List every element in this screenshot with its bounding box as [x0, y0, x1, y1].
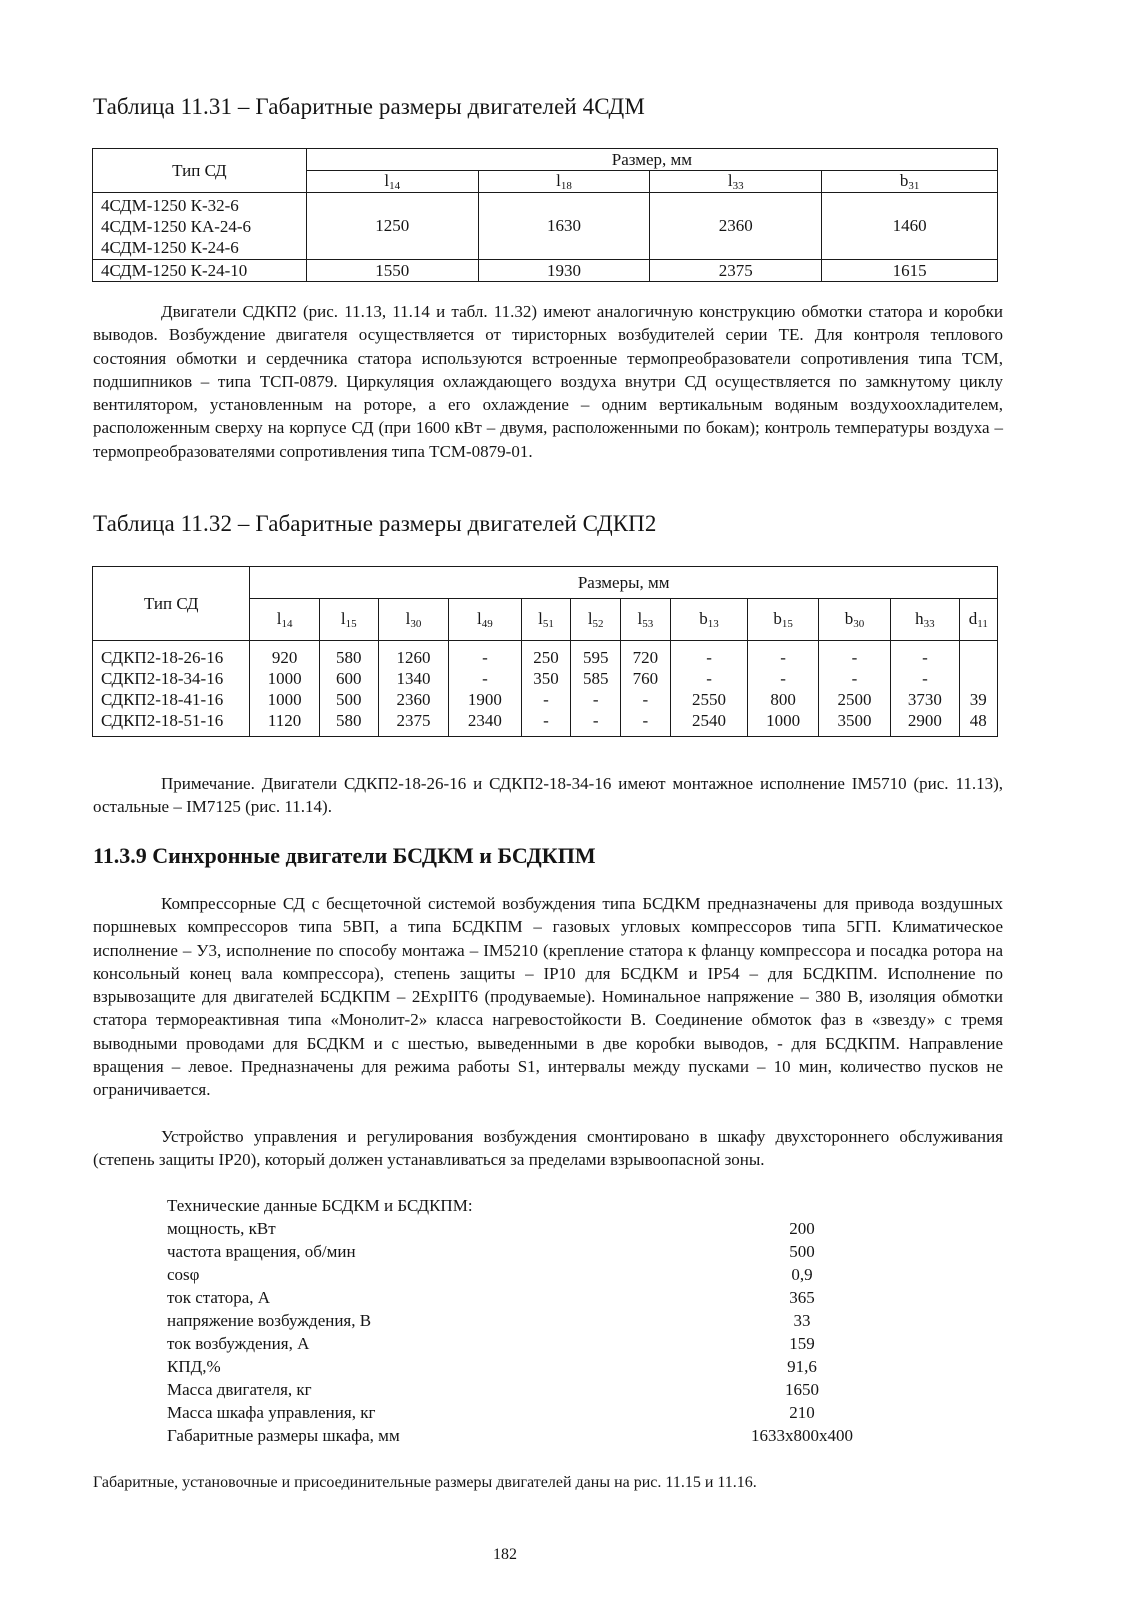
- section-heading: 11.3.9 Синхронные двигатели БСДКМ и БСДКПМ: [93, 843, 596, 868]
- spec-value: 200: [789, 1219, 815, 1238]
- table-11-32: [92, 566, 998, 737]
- type-cell: 4СДМ-1250 К-24-10: [93, 260, 307, 282]
- value-cell: 1460: [822, 193, 998, 260]
- column-header: $h_{33}$: [891, 599, 959, 641]
- paragraph-bsdkm: Компрессорные СД с бесщеточной системой возбуждения типа БСДКМ предназначены для привода воздушных поршневых компрессоров типа 5ВП, а типа БСДКПМ – газовых угловых компрессоров типа 5ГП. Климатическое исполнение – У3, исполнение по способу монтажа – IM5210 (крепление статора к фланцу компрессора и посадка ротора на консольный конец вала компрессора), степень защиты – IP10 для БСДКМ и IP54 – для БСДКПМ. Исполнение по взрывозащите для двигателей БСДКПМ – 2ExpIIТ6 (продуваемые). Номинальное напряжение – 380 В, изоляция обмотки статора термореактивная типа «Монолит-2» класса нагревостойкости В. Соединение обмоток фаз в «звезду» с тремя выводными проводами для БСДКМ и с шестью, выведенными в две коробки выводов, - для БСДКПМ. Направление вращения – левое. Предназначены для режима работы S1, интервалы между пусками – 10 мин, количество пусков не ограничивается.: [93, 894, 1003, 1100]
- spec-value: 500: [789, 1242, 815, 1261]
- type-header: Тип СД: [93, 149, 307, 193]
- value-cell: 2360: [650, 193, 822, 260]
- column-header: $l_{15}$: [319, 599, 378, 641]
- size-header: Размеры, мм: [250, 567, 998, 599]
- column-header: $l_{33}$: [650, 171, 822, 193]
- value-cell: 1550: [306, 260, 478, 282]
- table-row: [93, 193, 998, 260]
- type-cell-group: СДКП2-18-26-16 СДКП2-18-34-16 СДКП2-18-41-16 СДКП2-18-51-16: [93, 641, 250, 737]
- size-header: Размер, мм: [306, 149, 997, 171]
- value-column: 595 585 - -: [571, 641, 621, 737]
- spec-row: [167, 1219, 827, 1242]
- value-cell: 1630: [478, 193, 650, 260]
- value-column: - - 1900 2340: [449, 641, 521, 737]
- type-cell-group: 4СДМ-1250 К-32-6 4СДМ-1250 КА-24-6 4СДМ-1250 К-24-6: [93, 193, 307, 260]
- column-header: $l_{14}$: [250, 599, 319, 641]
- spec-row: [167, 1403, 827, 1426]
- spec-label: мощность, кВт: [167, 1219, 276, 1238]
- value-cell: 1250: [306, 193, 478, 260]
- table-row: [93, 260, 998, 282]
- column-header: $l_{30}$: [378, 599, 448, 641]
- value-column: 920 1000 1000 1120: [250, 641, 319, 737]
- spec-row: [167, 1265, 827, 1288]
- column-header: $l_{14}$: [306, 171, 478, 193]
- spec-row: [167, 1242, 827, 1265]
- column-header: $b_{30}$: [818, 599, 890, 641]
- spec-label: Габаритные размеры шкафа, мм: [167, 1426, 400, 1445]
- value-column: 1260 1340 2360 2375: [378, 641, 448, 737]
- spec-row: [167, 1288, 827, 1311]
- spec-value: 0,9: [791, 1265, 813, 1284]
- specs-title: Технические данные БСДКМ и БСДКПМ:: [167, 1196, 473, 1215]
- value-column: - - 3730 2900: [891, 641, 959, 737]
- spec-row: [167, 1426, 853, 1449]
- value-column: - - 2550 2540: [670, 641, 748, 737]
- spec-label: Масса двигателя, кг: [167, 1380, 312, 1399]
- column-header: $l_{51}$: [521, 599, 571, 641]
- value-column: - - 2500 3500: [818, 641, 890, 737]
- table-11-31: [92, 148, 998, 282]
- spec-row: [167, 1334, 827, 1357]
- value-cell: 2375: [650, 260, 822, 282]
- column-header: $b_{15}$: [748, 599, 818, 641]
- closing-sentence: Габаритные, установочные и присоединительные размеры двигателей даны на рис. 11.15 и 11.16.: [93, 1474, 757, 1491]
- spec-value: 210: [789, 1403, 815, 1422]
- spec-value: 91,6: [787, 1357, 817, 1376]
- spec-label: Масса шкафа управления, кг: [167, 1403, 376, 1422]
- spec-value: 33: [793, 1311, 811, 1330]
- spec-value: 365: [789, 1288, 815, 1307]
- column-header: $l_{53}$: [621, 599, 671, 641]
- spec-label: ток статора, А: [167, 1288, 271, 1307]
- spec-label: ток возбуждения, А: [167, 1334, 310, 1353]
- spec-label: частота вращения, об/мин: [167, 1242, 356, 1261]
- spec-value: 159: [789, 1334, 815, 1353]
- spec-label: cosφ: [167, 1265, 200, 1284]
- column-header: $l_{49}$: [449, 599, 521, 641]
- page-number: 182: [493, 1546, 517, 1563]
- value-cell: 1615: [822, 260, 998, 282]
- value-column: 580 600 500 580: [319, 641, 378, 737]
- table-body-row: [93, 641, 998, 737]
- paragraph-control-unit: Устройство управления и регулирования возбуждения смонтировано в шкафу двухстороннего обслуживания (степень защиты IP20), который должен устанавливаться за пределами взрывоопасной зоны.: [93, 1127, 1003, 1170]
- type-header: Тип СД: [93, 567, 250, 641]
- table-note: Примечание. Двигатели СДКП2-18-26-16 и СДКП2-18-34-16 имеют монтажное исполнение IM5710 (рис. 11.13), остальные – IM7125 (рис. 11.14).: [93, 774, 1003, 817]
- column-header: $d_{11}$: [959, 599, 997, 641]
- value-column: 720 760 - -: [621, 641, 671, 737]
- spec-row: [167, 1311, 827, 1334]
- column-header: $l_{52}$: [571, 599, 621, 641]
- technical-specs: [167, 1196, 887, 1446]
- value-column: 39 48: [959, 641, 997, 737]
- column-header: $l_{18}$: [478, 171, 650, 193]
- spec-row: [167, 1357, 827, 1380]
- value-column: 250 350 - -: [521, 641, 571, 737]
- spec-label: напряжение возбуждения, В: [167, 1311, 372, 1330]
- column-header: $b_{31}$: [822, 171, 998, 193]
- spec-value: 1650: [785, 1380, 819, 1399]
- table-11-32-caption: Таблица 11.32 – Габаритные размеры двигателей СДКП2: [93, 511, 657, 536]
- table-11-31-caption: Таблица 11.31 – Габаритные размеры двигателей 4СДМ: [93, 94, 645, 119]
- spec-value: 1633x800x400: [751, 1426, 853, 1445]
- value-cell: 1930: [478, 260, 650, 282]
- spec-row: [167, 1380, 827, 1403]
- spec-label: КПД,%: [167, 1357, 221, 1376]
- paragraph-sdkp2: Двигатели СДКП2 (рис. 11.13, 11.14 и табл. 11.32) имеют аналогичную конструкцию обмотки статора и коробки выводов. Возбуждение двигателя осуществляется от тиристорных возбудителей серии ТЕ. Для контроля теплового состояния обмотки и сердечника статора используются встроенные термопреобразователи сопротивления типа ТСМ, подшипников – типа ТСП-0879. Циркуляция охлаждающего воздуха внутри СД осуществляется по замкнутому циклу вентилятором, установленным на роторе, а его охлаждение – одним вертикальным водяным воздухоохладителем, расположенным сверху на корпусе СД (при 1600 кВт – двумя, расположенными по бокам); контроль температуры воздуха – термопреобразователями сопротивления типа ТСМ-0879-01.: [93, 302, 1003, 461]
- column-header: $b_{13}$: [670, 599, 748, 641]
- value-column: - - 800 1000: [748, 641, 818, 737]
